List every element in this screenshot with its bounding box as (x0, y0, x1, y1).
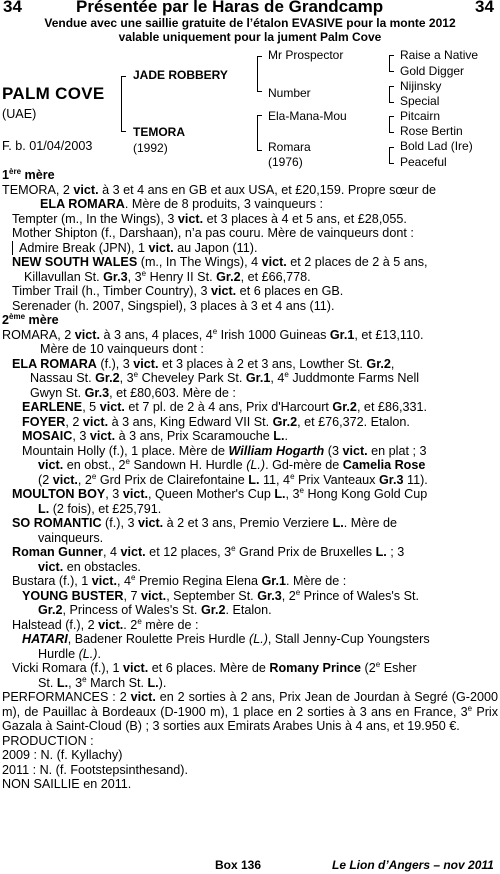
pedigree-sd: Number (268, 86, 311, 100)
page-title: Présentée par le Haras de Grandcamp (76, 0, 384, 16)
pedigree-bracket-3d (389, 147, 394, 164)
pedigree-dd-year: (1976) (268, 155, 303, 169)
pedigree-dds: Bold Lad (Ire) (400, 139, 473, 153)
pedigree-dsd: Rose Bertin (400, 124, 463, 138)
subtitle-line-2: valable uniquement pour la jument Palm Cove (118, 30, 382, 44)
pedigree-ss: Mr Prospector (268, 48, 344, 62)
lot-number-left: 34 (3, 0, 22, 16)
sale-info: Le Lion d’Angers – nov 2011 (332, 858, 494, 872)
pedigree-bracket-3c (389, 116, 394, 133)
section-second-dam: 2ème mère (2, 311, 59, 327)
pedigree-sds: Nijinsky (400, 79, 442, 93)
pedigree-bracket-3b (389, 86, 394, 103)
pedigree-sdd: Special (400, 94, 440, 108)
horse-name: PALM COVE (2, 84, 105, 103)
pedigree-sss: Raise a Native (400, 48, 479, 62)
pedigree-bracket-3a (389, 55, 394, 72)
pedigree-ddd: Peaceful (400, 155, 447, 169)
pedigree-bracket-1 (121, 76, 126, 132)
pedigree-dam: TEMORA (133, 125, 185, 139)
horse-country: (UAE) (2, 107, 37, 121)
pedigree-ssd: Gold Digger (400, 64, 465, 78)
performances: PERFORMANCES : 2 vict. en 2 sorties à 2 ans, Prix Jean de Jourdan à Segré (G-2000 m), de Pauillac à Bordeaux (D-1900 m), 1 place en 2 sorties à 3 ans en France, 3e Prix Gazala à Saint-Cloud (B) ; 3 sorties aux Emirats Arabes Unis à 4 ans, et 19.950 €. (2, 690, 499, 733)
horse-birth: F. b. 01/04/2003 (2, 139, 93, 153)
box-number: Box 136 (215, 858, 262, 872)
pedigree-bracket-2a (257, 56, 262, 92)
pedigree-dss: Pitcairn (400, 109, 441, 123)
pedigree-bracket-2b (257, 115, 262, 151)
pedigree-sire: JADE ROBBERY (133, 68, 228, 82)
pedigree-ds: Ela-Mana-Mou (268, 109, 347, 123)
lot-number-right: 34 (475, 0, 494, 16)
pedigree-dd: Romara (268, 140, 311, 154)
production: PRODUCTION : (2, 733, 94, 748)
pedigree-dam-year: (1992) (133, 141, 168, 155)
catalog-body: 1ère mère TEMORA, 2 vict. à 3 et 4 ans en GB et aux USA, et £20,159. Propre sœur de ELA ROMARA. Mère de 8 produits, 3 vainqueurs : Tempter (m., In the Wings), 3 vict. et 3 places à 4 et 5 ans, et £28,055. Mother Shipton (f., Darshaan), n’a pas couru. Mère de vainqueurs dont : Admire Break (JPN), 1 vict. au Japon (11). NEW SOUTH WALES (m., In The Wings), 4 vict. et 2 places de 2 à 5 ans, Killavullan St. Gr.3, 3e Henry II St. Gr.2, et £66,778. Timber Trail (h., Timber Country), 3 vict. et 6 places en GB. Serenader (h. 2007, Singspiel), 3 places à 3 et 4 ans (11). 2ème mère ROMARA, 2 vict. à 3 ans, 4 places, 4e Irish 1000 Guineas Gr.1, et £13,110. Mère de 10 vainqueurs dont : ELA ROMARA (f.), 3 vict. et 3 places à 2 et 3 ans, Lowther St. Gr.2, Nassau St. Gr.2, 3e Cheveley Park St. Gr.1, 4e Juddmonte Farms Nell Gwyn St. Gr.3, et £80,603. Mère de : EARLENE, 5 vict. et 7 pl. de 2 à 4 ans, Prix d'Harcourt Gr.2, et £86,331. FOYER, 2 vict. à 3 ans, King Edward VII St. Gr.2, et £76,372. Etalon. MOSAIC, 3 vict. à 3 ans, Prix Scaramouche L.. Mountain Holly (f.), 1 place. Mère de William Hogarth (3 vict. en plat ; 3 vict. en obst., 2e Sandown H. Hurdle (L.). Gd-mère de Camelia Rose (2 vict., 2e Grd Prix de Clairefontaine L. 11, 4e Prix Vanteaux Gr.3 11). MOULTON BOY, 3 vict., Queen Mother's Cup L., 3e Hong Kong Gold Cup L. (2 fois), et £25,791. SO ROMANTIC (f.), 3 vict. à 2 et 3 ans, Premio Verziere L.. Mère de vainqueurs. Roman Gunner, 4 vict. et 12 places, 3e Grand Prix de Bruxelles L. ; 3 vict. en obstacles. Bustara (f.), 1 vict., 4e Premio Regina Elena Gr.1. Mère de : YOUNG BUSTER, 7 vict., September St. Gr.3, 2e Prince of Wales's St. Gr.2, Princess of Wales's St. Gr.2. Etalon. Halstead (f.), 2 vict.. 2e mère de : HATARI, Badener Roulette Preis Hurdle (L.), Stall Jenny-Cup Youngsters Hurdle (L.). Vicki Romara (f.), 1 vict. et 6 places. Mère de Romany Prince (2e Esher St. L., 3e March St. L.). PERFORMANCES : 2 vict. en 2 sorties à 2 ans, Prix Jean de Jourdan à Segré (G-2000 m), de Pauillac à Bordeaux (D-1900 m), 1 place en 2 sorties à 3 ans en France, 3e Prix Gazala à Saint-Cloud (B) ; 3 sorties aux Emirats Arabes Unis à 4 ans, et 19.950 €. PRODUCTION : 2009 : N. (f. Kyllachy) 2011 : N. (f. Footstepsinthesand). NON SAILLIE en 2011. (2, 166, 499, 791)
dam-paragraph: TEMORA, 2 vict. à 3 et 4 ans en GB et aux USA, et £20,159. Propre sœur de (2, 182, 437, 197)
section-first-dam: 1ère mère (2, 166, 55, 182)
subtitle-line-1: Vendue avec une saillie gratuite de l’étalon EVASIVE pour la monte 2012 (44, 16, 456, 30)
